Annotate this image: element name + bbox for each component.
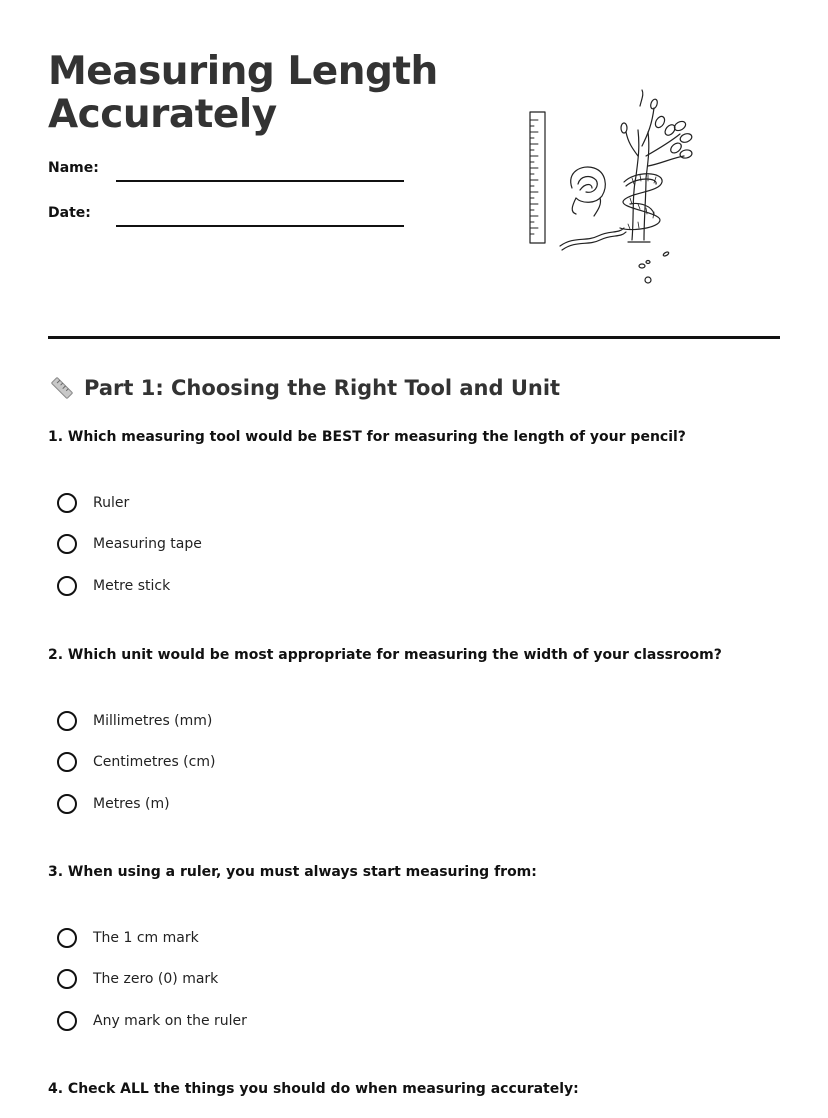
name-label: Name: <box>48 160 99 176</box>
q2-option-centimetres[interactable] <box>57 749 215 775</box>
question-3: 3. When using a ruler, you must always start measuring from: <box>48 864 537 880</box>
page-title <box>48 50 468 136</box>
option-label: Metre stick <box>93 578 171 594</box>
q1-option-measuring-tape[interactable] <box>57 531 202 557</box>
radio-button[interactable] <box>57 534 77 554</box>
part1-heading-text: Part 1: Choosing the Right Tool and Unit <box>84 376 561 400</box>
q3-option-any-mark[interactable] <box>57 1008 247 1034</box>
radio-button[interactable] <box>57 969 77 989</box>
option-label: Measuring tape <box>93 536 202 552</box>
option-label: Millimetres (mm) <box>93 713 213 729</box>
ruler-icon <box>48 374 76 402</box>
option-label: Any mark on the ruler <box>93 1013 247 1029</box>
question-4: 4. Check ALL the things you should do when measuring accurately: <box>48 1081 579 1097</box>
radio-button[interactable] <box>57 928 77 948</box>
name-field[interactable] <box>116 180 404 182</box>
date-field[interactable] <box>116 225 404 227</box>
q3-option-1cm-mark[interactable] <box>57 925 199 951</box>
option-label: Centimetres (cm) <box>93 754 216 770</box>
radio-button[interactable] <box>57 576 77 596</box>
question-1: 1. Which measuring tool would be BEST for measuring the length of your pencil? <box>48 429 686 445</box>
ruler-tree-tape-illustration <box>520 86 710 292</box>
radio-button[interactable] <box>57 493 77 513</box>
q1-option-metre-stick[interactable] <box>57 573 170 599</box>
q2-option-metres[interactable] <box>57 791 170 817</box>
option-label: Metres (m) <box>93 796 170 812</box>
radio-button[interactable] <box>57 752 77 772</box>
radio-button[interactable] <box>57 711 77 731</box>
option-label: The 1 cm mark <box>93 930 199 946</box>
radio-button[interactable] <box>57 794 77 814</box>
q2-option-millimetres[interactable] <box>57 708 212 734</box>
page-title-line1: Measuring Length <box>48 49 438 94</box>
part1-heading <box>48 372 560 404</box>
page-title-line2: Accurately <box>48 92 277 137</box>
radio-button[interactable] <box>57 1011 77 1031</box>
q3-option-zero-mark[interactable] <box>57 966 218 992</box>
date-label: Date: <box>48 205 91 221</box>
question-2: 2. Which unit would be most appropriate for measuring the width of your classroom? <box>48 647 722 663</box>
option-label: Ruler <box>93 495 130 511</box>
q1-option-ruler[interactable] <box>57 490 129 516</box>
option-label: The zero (0) mark <box>93 971 219 987</box>
section-divider <box>48 336 780 339</box>
